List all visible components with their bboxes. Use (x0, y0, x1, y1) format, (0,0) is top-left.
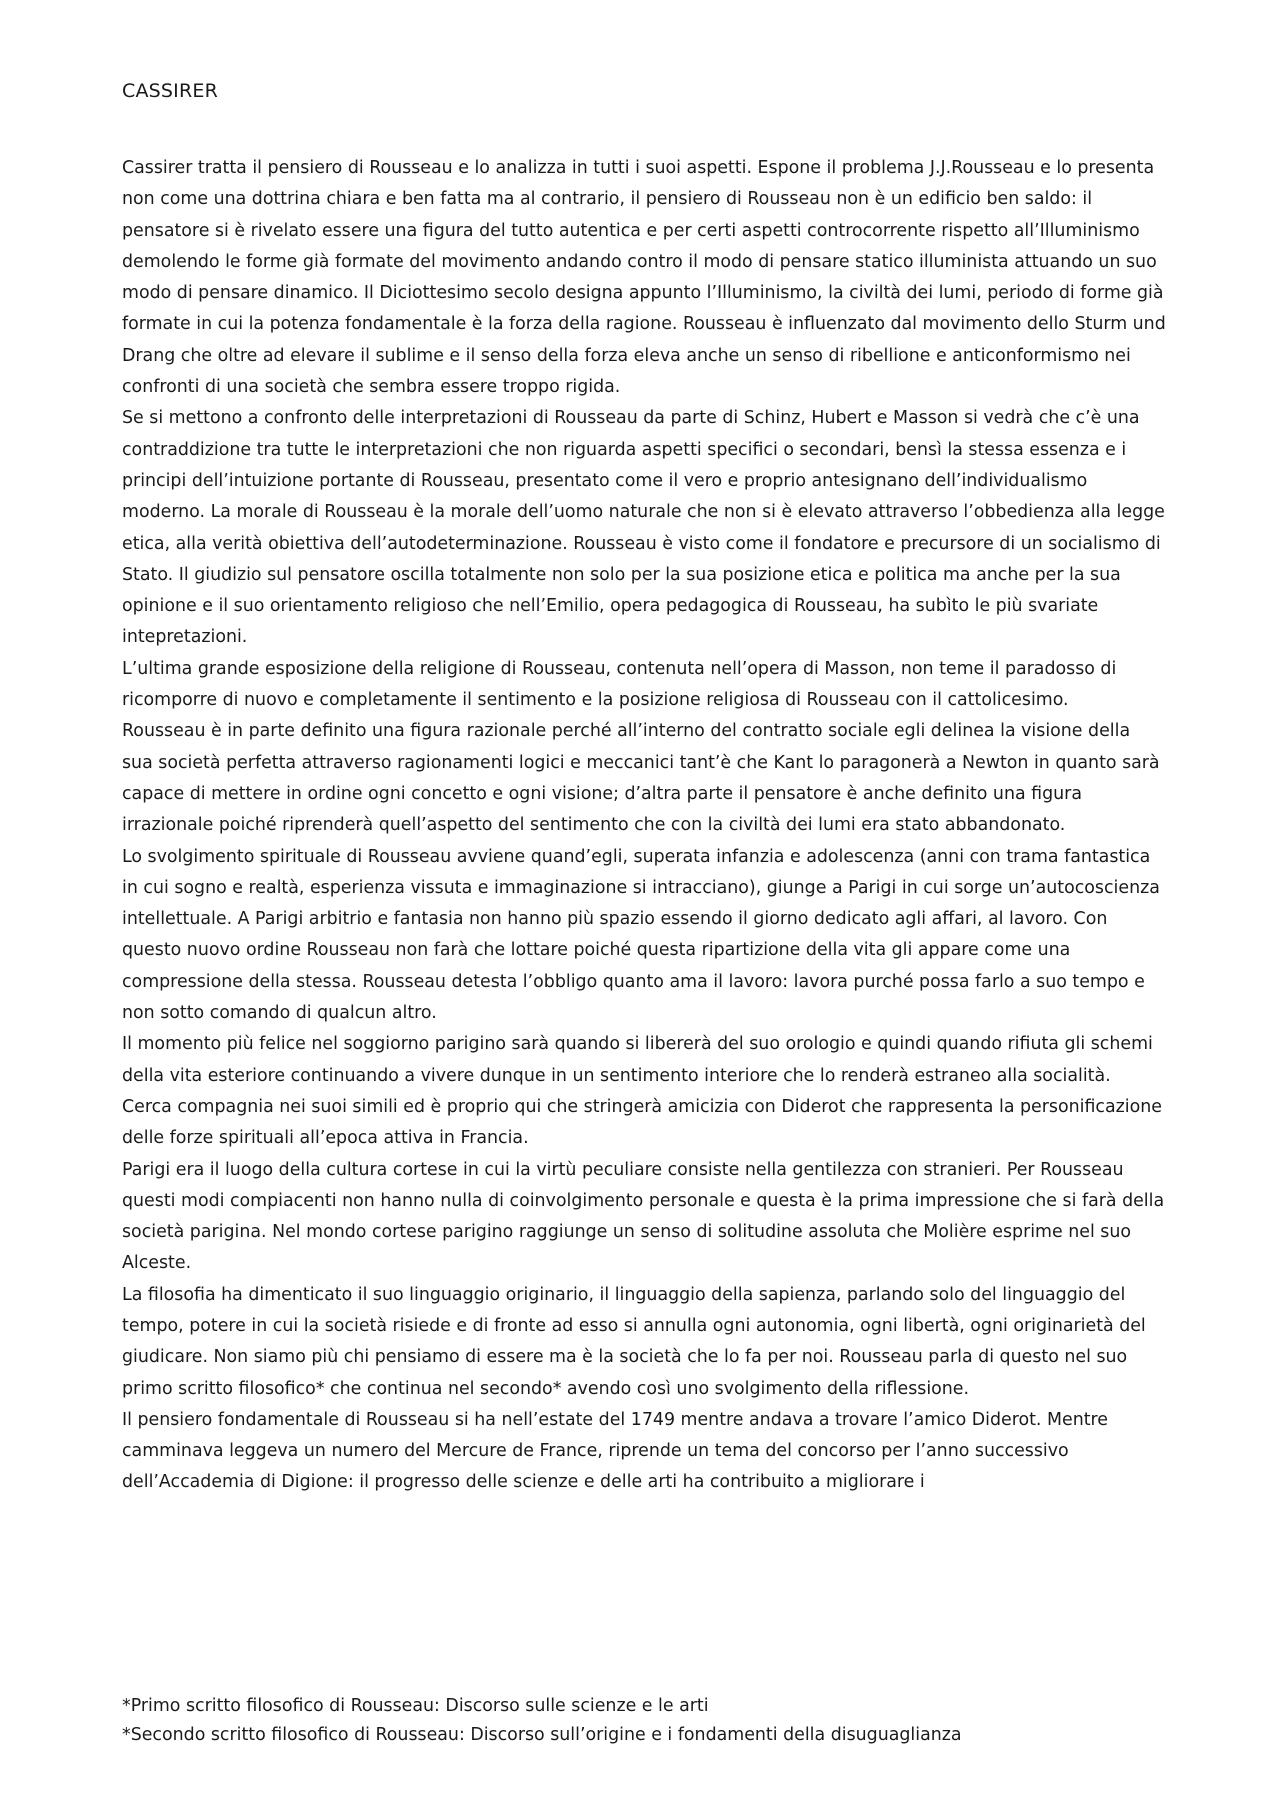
paragraph: Cassirer tratta il pensiero di Rousseau e lo analizza in tutti i suoi aspetti. Espone il problema J.J.Rousseau e lo presenta non come una dottrina chiara e ben fatta ma al contrario, il pensiero di Rousseau non è un edificio ben saldo: il pensatore si è rivelato essere una figura del tutto autentica e per certi aspetti controcorrente rispetto all’Illuminismo demolendo le forme già formate del movimento andando contro il modo di pensare statico illuminista attuando un suo modo di pensare dinamico. Il Diciottesimo secolo designa appunto l’Illuminismo, la civiltà dei lumi, periodo di forme già formate in cui la potenza fondamentale è la forza della ragione. Rousseau è influenzato dal movimento dello Sturm und Drang che oltre ad elevare il sublime e il senso della forza eleva anche un senso di ribellione e anticonformismo nei confronti di una società che sembra essere troppo rigida. (122, 158, 1166, 398)
footnote: *Secondo scritto filosofico di Rousseau: Discorso sull’origine e i fondamenti della disuguaglianza (122, 1725, 962, 1745)
footnote: *Primo scritto filosofico di Rousseau: Discorso sulle scienze e le arti (122, 1696, 709, 1716)
footnotes (122, 1692, 1166, 1750)
paragraph: La filosofia ha dimenticato il suo linguaggio originario, il linguaggio della sapienza, parlando solo del linguaggio del tempo, potere in cui la società risiede e di fronte ad esso si annulla ogni autonomia, ogni libertà, ogni originarietà del giudicare. Non siamo più chi pensiamo di essere ma è la società che lo fa per noi. Rousseau parla di questo nel suo primo scritto filosofico* che continua nel secondo* avendo così uno svolgimento della riflessione. (122, 1284, 1146, 1399)
paragraph: Il pensiero fondamentale di Rousseau si ha nell’estate del 1749 mentre andava a trovare l’amico Diderot. Mentre camminava leggeva un numero del Mercure de France, riprende un tema del concorso per l’anno successivo dell’Accademia di Digione: il progresso delle scienze e delle arti ha contribuito a migliorare i (122, 1409, 1108, 1493)
body-text (122, 153, 1166, 1499)
paragraph: Parigi era il luogo della cultura cortese in cui la virtù peculiare consiste nella gentilezza con stranieri. Per Rousseau questi modi compiacenti non hanno nulla di coinvolgimento personale e questa è la prima impressione che si farà della società parigina. Nel mondo cortese parigino raggiunge un senso di solitudine assoluta che Molière esprime nel suo Alceste. (122, 1159, 1165, 1274)
paragraph: Lo svolgimento spirituale di Rousseau avviene quand’egli, superata infanzia e adolescenza (anni con trama fantastica in cui sogno e realtà, esperienza vissuta e immaginazione si intracciano), giunge a Parigi in cui sorge un’autocoscienza intellettuale. A Parigi arbitrio e fantasia non hanno più spazio essendo il giorno dedicato agli affari, al lavoro. Con questo nuovo ordine Rousseau non farà che lottare poiché questa ripartizione della vita gli appare come una compressione della stessa. Rousseau detesta l’obbligo quanto ama il lavoro: lavora purché possa farlo a suo tempo e non sotto comando di qualcun altro. (122, 846, 1160, 1024)
paragraph: Rousseau è in parte definito una figura razionale perché all’interno del contratto sociale egli delinea la visione della sua società perfetta attraverso ragionamenti logici e meccanici tant’è che Kant lo paragonerà a Newton in quanto sarà capace di mettere in ordine ogni concetto e ogni visione; d’altra parte il pensatore è anche definito una figura irrazionale poiché riprenderà quell’aspetto del sentimento che con la civiltà dei lumi era stato abbandonato. (122, 721, 1160, 836)
paragraph: L’ultima grande esposizione della religione di Rousseau, contenuta nell’opera di Masson, non teme il paradosso di ricomporre di nuovo e completamente il sentimento e la posizione religiosa di Rousseau con il cattolicesimo. (122, 658, 1117, 711)
page-title: CASSIRER (122, 80, 218, 102)
paragraph: Il momento più felice nel soggiorno parigino sarà quando si libererà del suo orologio e quindi quando rifiuta gli schemi della vita esteriore continuando a vivere dunque in un sentimento interiore che lo renderà estraneo alla socialità. Cerca compagnia nei suoi simili ed è proprio qui che stringerà amicizia con Diderot che rappresenta la personificazione delle forze spirituali all’epoca attiva in Francia. (122, 1034, 1162, 1149)
paragraph: Se si mettono a confronto delle interpretazioni di Rousseau da parte di Schinz, Hubert e Masson si vedrà che c’è una contraddizione tra tutte le interpretazioni che non riguarda aspetti specifici o secondari, bensì la stessa essenza e i principi dell’intuizione portante di Rousseau, presentato come il vero e proprio antesignano dell’individualismo moderno. La morale di Rousseau è la morale dell’uomo naturale che non si è elevato attraverso l’obbedienza alla legge etica, alla verità obiettiva dell’autodeterminazione. Rousseau è visto come il fondatore e precursore di un socialismo di Stato. Il giudizio sul pensatore oscilla totalmente non solo per la sua posizione etica e politica ma anche per la sua opinione e il suo orientamento religioso che nell’Emilio, opera pedagogica di Rousseau, ha subìto le più svariate intepretazioni. (122, 408, 1165, 648)
